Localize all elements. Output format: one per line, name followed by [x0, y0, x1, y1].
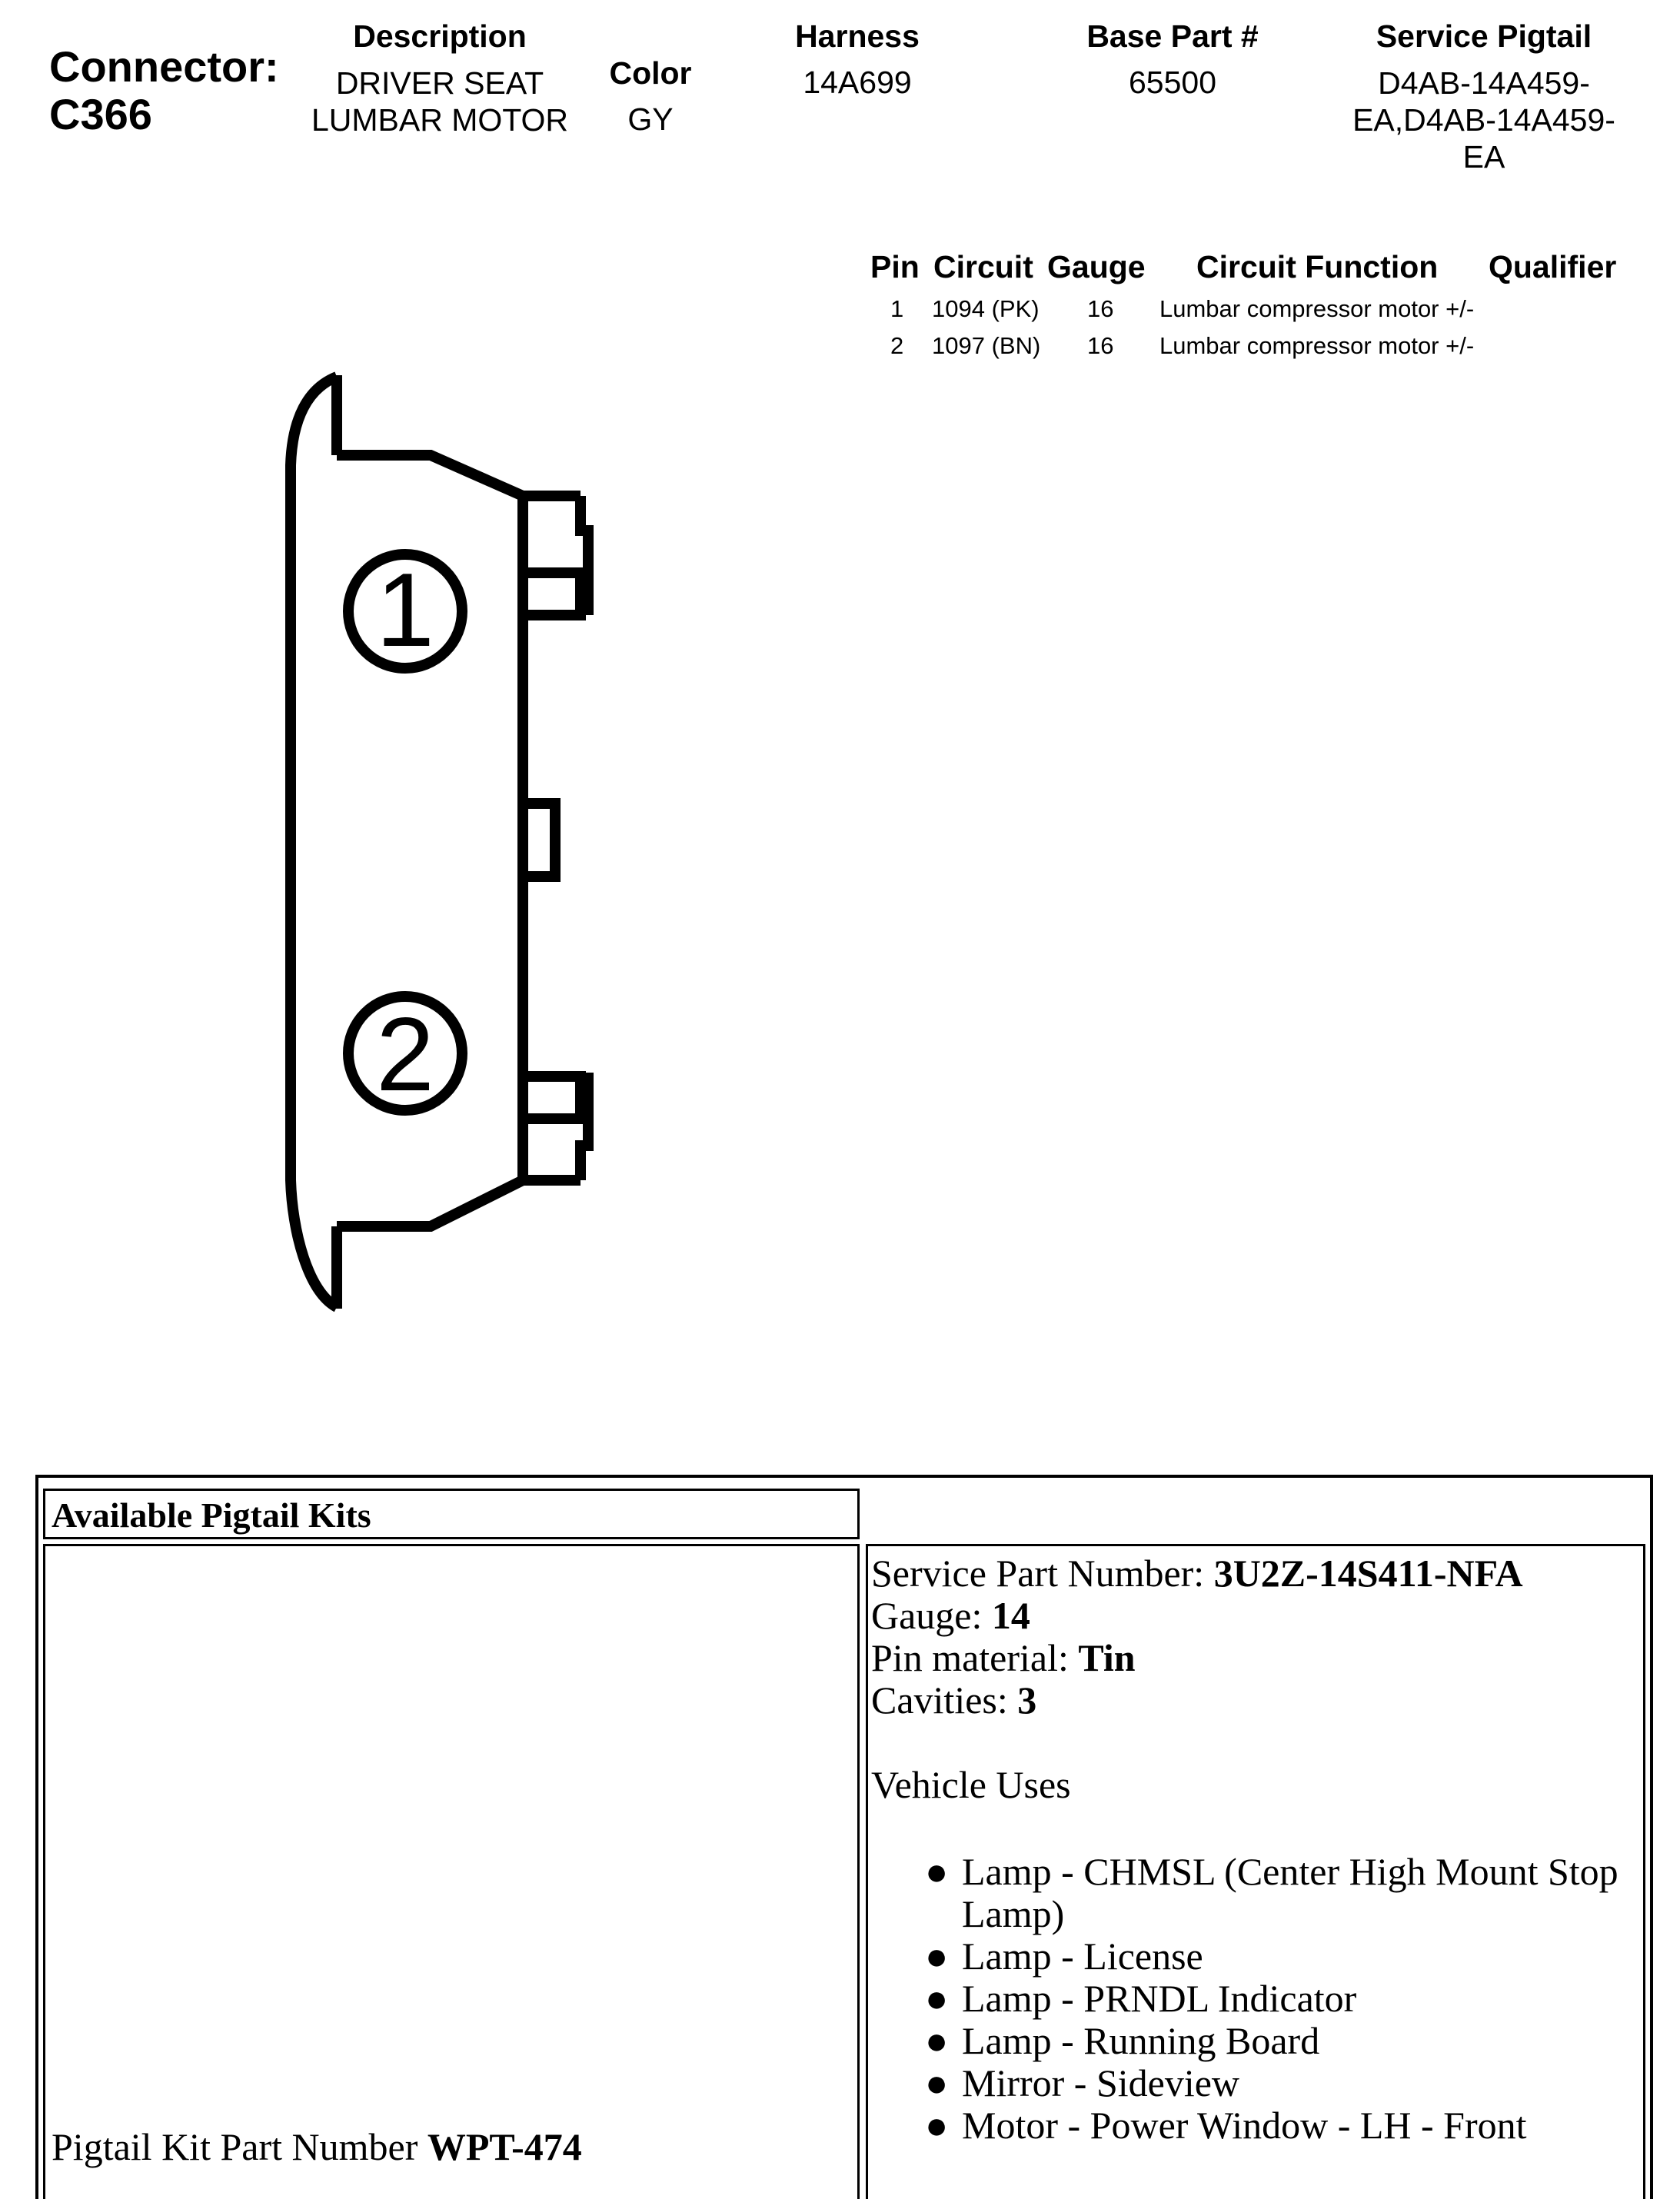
service-pigtail-value — [1307, 65, 1661, 175]
description-line-1: DRIVER SEAT — [335, 65, 544, 101]
pin-table-header-function: Circuit Function — [1196, 249, 1439, 284]
bullet-icon: ● — [925, 1935, 949, 1978]
pin-2-label: 2 — [376, 996, 434, 1113]
pigtail-details-cell — [866, 1544, 1645, 2199]
cavities-label: Cavities: — [871, 1678, 1018, 1722]
connector-outline — [291, 377, 337, 1307]
list-item: ● Lamp - License — [925, 1935, 1203, 1978]
kit-part-value: WPT-474 — [427, 2125, 582, 2168]
gauge-value: 14 — [991, 1594, 1030, 1637]
bullet-icon: ● — [925, 2104, 949, 2147]
latch-top — [523, 573, 581, 615]
cavities-value: 3 — [1017, 1678, 1037, 1722]
harness-value: 14A699 — [803, 65, 912, 100]
list-item: ● Lamp - Running Board — [925, 2019, 1320, 2062]
circuit-cell: 1094 (PK) — [932, 295, 1040, 322]
service-part-label: Service Part Number: — [871, 1552, 1214, 1595]
color-value: GY — [627, 101, 674, 137]
bullet-icon: ● — [925, 2019, 949, 2062]
pin-material-line — [871, 1637, 1523, 1679]
bullet-icon: ● — [925, 2061, 949, 2104]
pin-material-label: Pin material: — [871, 1636, 1079, 1679]
service-pigtail-line-3: EA — [1462, 139, 1505, 175]
circuit-cell: 1097 (BN) — [932, 332, 1041, 359]
cavities-line — [871, 1679, 1523, 1722]
header-color: Color — [609, 55, 692, 91]
latch-bottom — [523, 1076, 581, 1119]
function-cell: Lumbar compressor motor +/- — [1159, 332, 1475, 359]
bullet-icon: ● — [925, 1850, 949, 1893]
pin-cell: 2 — [890, 332, 904, 359]
gauge-cell: 16 — [1087, 295, 1114, 322]
connector-diagram — [0, 0, 692, 1384]
gauge-cell: 16 — [1087, 332, 1114, 359]
pigtail-kits-title: Available Pigtail Kits — [52, 1495, 371, 1535]
vehicle-uses-title: Vehicle Uses — [871, 1763, 1071, 1806]
pigtail-kit-part-number — [52, 2126, 582, 2168]
service-part-number — [871, 1552, 1523, 1595]
service-pigtail-line-1: D4AB-14A459- — [1378, 65, 1590, 101]
connector-bottom-edge — [337, 1180, 581, 1226]
header-service-pigtail: Service Pigtail — [1376, 18, 1592, 54]
connector-id: C366 — [49, 90, 152, 138]
connector-top-edge — [337, 455, 581, 496]
pigtail-kits-title-cell — [43, 1489, 860, 1539]
header-base-part: Base Part # — [1086, 18, 1259, 54]
pin-cell: 1 — [890, 295, 904, 322]
connector-label: Connector: — [49, 42, 279, 91]
list-item: ● Lamp - PRNDL Indicator — [925, 1977, 1357, 2020]
header-harness: Harness — [795, 18, 920, 54]
bullet-icon: ● — [925, 1977, 949, 2020]
pin-table-header-gauge: Gauge — [1047, 249, 1146, 284]
pin-table-header-circuit: Circuit — [933, 249, 1033, 284]
pin-table-header-qualifier: Qualifier — [1489, 249, 1617, 284]
pin-1-label: 1 — [376, 551, 434, 668]
service-pigtail-line-2: EA,D4AB-14A459- — [1352, 102, 1615, 138]
pin-table-header-pin: Pin — [870, 249, 920, 284]
gauge-label: Gauge: — [871, 1594, 992, 1637]
pin-material-value: Tin — [1078, 1636, 1136, 1679]
pigtail-kit-cell — [43, 1544, 860, 2199]
list-item: ● Lamp - CHMSL (Center High Mount Stop Lamp) — [925, 1850, 1618, 1935]
description-line-2: LUMBAR MOTOR — [311, 102, 569, 138]
gauge-line — [871, 1595, 1523, 1637]
header-description: Description — [353, 18, 527, 54]
function-cell: Lumbar compressor motor +/- — [1159, 295, 1475, 322]
vehicle-uses-list — [868, 1851, 1637, 2147]
list-item: ● Mirror - Sideview — [925, 2061, 1240, 2104]
base-part-value: 65500 — [1128, 65, 1216, 100]
pigtail-details — [871, 1552, 1523, 1806]
list-item: ● Motor - Power Window - LH - Front — [925, 2104, 1527, 2147]
service-part-value: 3U2Z-14S411-NFA — [1213, 1552, 1523, 1595]
kit-part-label: Pigtail Kit Part Number — [52, 2125, 427, 2168]
